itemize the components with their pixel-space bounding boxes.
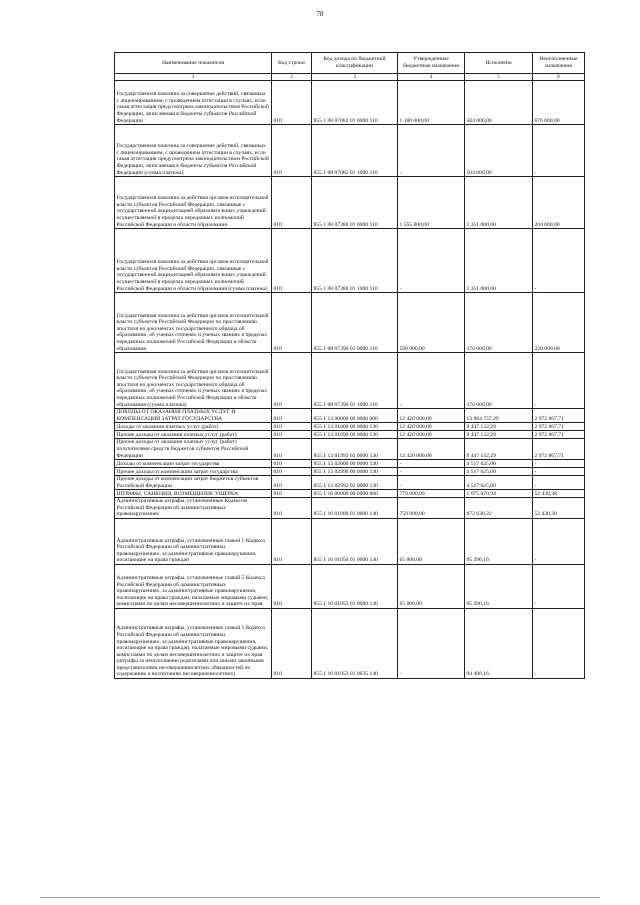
row-name: Доходы от компенсации затрат государства	[115, 460, 272, 468]
row-income-code: 855 1 13 01000 00 0000 130	[312, 423, 398, 431]
row-income-code: 855 1 13 00000 00 0000 000	[312, 409, 398, 423]
row-line-code: 010	[272, 565, 312, 609]
table-row	[115, 293, 585, 353]
row-name: Административные штрафы, установленные главой 5 Кодекса Российской Федерации об административных правонарушениях, за административные правонарушения, посягающие на права граждан	[115, 519, 272, 565]
header-income-code: Код дохода по бюджетной классификации	[312, 53, 398, 74]
column-number: 1	[115, 74, 272, 81]
row-line-code: 010	[272, 409, 312, 423]
row-unexecuted: 52 430,38	[533, 498, 585, 519]
row-executed: 370 000,00	[465, 353, 533, 409]
column-number: 2	[272, 74, 312, 81]
row-line-code: 010	[272, 81, 312, 125]
row-executed: 95 396,16	[465, 519, 533, 565]
table-row	[115, 177, 585, 229]
row-unexecuted: -	[533, 519, 585, 565]
row-income-code: 855 1 08 07390 01 1000 110	[312, 353, 398, 409]
column-number: 6	[533, 74, 585, 81]
row-line-code: 010	[272, 609, 312, 679]
table-row	[115, 498, 585, 519]
row-income-code: 855 1 08 07390 01 0000 110	[312, 293, 398, 353]
row-unexecuted: 2 972 867,71	[533, 439, 585, 460]
row-executed: 504 000,00	[465, 125, 533, 177]
row-unexecuted: 2 972 867,71	[533, 431, 585, 439]
row-unexecuted: -	[533, 476, 585, 490]
row-executed: 1 351 000,00	[465, 229, 533, 293]
table-row	[115, 468, 585, 476]
row-executed: 4 517 625,00	[465, 476, 533, 490]
row-unexecuted: 204 000,00	[533, 177, 585, 229]
row-line-code: 010	[272, 498, 312, 519]
row-approved: -	[398, 468, 465, 476]
header-executed: Исполнено	[465, 53, 533, 74]
row-name: Государственная пошлина за совершение действий, связанных с лицензированием, с проведением аттестации в случаях, если такая аттестация предусмотрена законодательством Российской Федерации, зачисляемая в бюджеты субъектов Российской Федерации	[115, 81, 272, 125]
column-number: 5	[465, 74, 533, 81]
row-name: Государственная пошлина за действия органов исполнительной власти субъектов Российской Федерации, связанные с государственной аккредитацией образовательных учреждений, осуществляемой в пределах переданных полномочий Российской Федерации в области образования (сумма платежа)	[115, 229, 272, 293]
row-approved: -	[398, 476, 465, 490]
row-approved: 12 420 000,00	[398, 431, 465, 439]
table-row	[115, 565, 585, 609]
table-row	[115, 609, 585, 679]
row-income-code: 855 1 16 01050 01 0000 140	[312, 519, 398, 565]
row-executed: 9 447 132,29	[465, 423, 533, 431]
row-income-code: 855 1 13 01992 02 0000 130	[312, 439, 398, 460]
table-row	[115, 423, 585, 431]
table-row	[115, 229, 585, 293]
row-income-code: 855 1 16 01053 01 0035 140	[312, 609, 398, 679]
row-line-code: 010	[272, 293, 312, 353]
row-name: Доходы от оказания платных услуг (работ)	[115, 423, 272, 431]
row-name: Прочие доходы от оказания платных услуг (работ)	[115, 431, 272, 439]
row-name: Прочие доходы от оказания платных услуг (работ) получателями средств бюджетов субъектов Российской Федерации	[115, 439, 272, 460]
row-income-code: 855 1 13 02992 02 0000 130	[312, 476, 398, 490]
row-name: Административные штрафы, установленные Кодексом Российской Федерации об административных правонарушениях	[115, 498, 272, 519]
row-income-code: 855 1 08 07380 01 1000 110	[312, 229, 398, 293]
page-number: 78	[316, 10, 324, 18]
row-executed: 94 496,16	[465, 609, 533, 679]
row-approved: 12 420 000,00	[398, 423, 465, 431]
row-name: Государственная пошлина за совершение действий, связанных с лицензированием, с проведением аттестации в случаях, если такая аттестация предусмотрена законодательством Российской Федерации, зачисляемая в бюджеты субъектов Российской Федерации (сумма платежа)	[115, 125, 272, 177]
row-income-code: 855 1 13 02990 00 0000 130	[312, 468, 398, 476]
table-row	[115, 519, 585, 565]
row-approved: 12 420 000,00	[398, 409, 465, 423]
row-unexecuted: 52 430,38	[533, 490, 585, 498]
row-approved: 590 000,00	[398, 293, 465, 353]
row-executed: 4 517 625,00	[465, 468, 533, 476]
table-row	[115, 353, 585, 409]
page-bottom-rule	[40, 897, 600, 898]
column-number: 4	[398, 74, 465, 81]
table-row	[115, 125, 585, 177]
header-line-code: Код строки	[272, 53, 312, 74]
row-executed: 504 000,00	[465, 81, 533, 125]
row-income-code: 855 1 16 00000 00 0000 000	[312, 490, 398, 498]
row-unexecuted: -	[533, 468, 585, 476]
row-unexecuted: -	[533, 229, 585, 293]
header-unexecuted: Неисполненные назначения	[533, 53, 585, 74]
table-row	[115, 431, 585, 439]
row-approved: -	[398, 353, 465, 409]
row-approved: 65 000,00	[398, 519, 465, 565]
table-body	[115, 81, 585, 679]
row-approved: 65 000,00	[398, 565, 465, 609]
row-approved: -	[398, 460, 465, 468]
row-name: ДОХОДЫ ОТ ОКАЗАНИЯ ПЛАТНЫХ УСЛУГ И КОМПЕНСАЦИИ ЗАТРАТ ГОСУДАРСТВА	[115, 409, 272, 423]
row-income-code: 855 1 16 01000 01 0000 140	[312, 498, 398, 519]
header-name: Наименование показателя	[115, 53, 272, 74]
row-line-code: 010	[272, 229, 312, 293]
row-approved: 1 180 000,00	[398, 81, 465, 125]
row-executed: 9 447 132,29	[465, 439, 533, 460]
row-name: Прочие доходы от компенсации затрат бюджетов субъектов Российской Федерации	[115, 476, 272, 490]
row-approved: 1 555 000,00	[398, 177, 465, 229]
table-row	[115, 81, 585, 125]
column-number: 3	[312, 74, 398, 81]
header-row	[115, 53, 585, 74]
row-income-code: 855 1 08 07082 01 1000 110	[312, 125, 398, 177]
row-line-code: 010	[272, 353, 312, 409]
row-income-code: 855 1 16 01053 01 0000 140	[312, 565, 398, 609]
row-line-code: 010	[272, 519, 312, 565]
row-line-code: 010	[272, 423, 312, 431]
row-executed: 1 075 670,94	[465, 490, 533, 498]
column-number-row	[115, 74, 585, 81]
row-name: Государственная пошлина за действия органов исполнительной власти субъектов Российской Федерации, связанные с государственной аккредитацией образовательных учреждений, осуществляемой в пределах переданных полномочий Российской Федерации в области образования	[115, 177, 272, 229]
row-name: Государственная пошлина за действия органов исполнительной власти субъектов Российской Федерации по проставлению апостиля на документах государственного образца об образовании, об ученых степенях и ученых званиях в пределах переданных полномочий Российской Федерации в области образования (сумма платежа)	[115, 353, 272, 409]
row-approved: -	[398, 609, 465, 679]
table-row	[115, 460, 585, 468]
row-name: Административные штрафы, установленные главой 5 Кодекса Российской Федерации об административных правонарушениях, за административные правонарушения, посягающие на права граждан, налагаемые мировыми судьями, комиссиями по делам несовершеннолетних и защите их прав	[115, 565, 272, 609]
row-name: Государственная пошлина за действия органов исполнительной власти субъектов Российской Федерации по проставлению апостиля на документах государственного образца об образовании, об ученых степенях и ученых званиях в пределах переданных полномочий Российской Федерации в области образования	[115, 293, 272, 353]
row-unexecuted: 2 972 867,71	[533, 423, 585, 431]
row-unexecuted: -	[533, 609, 585, 679]
row-unexecuted: -	[533, 125, 585, 177]
row-line-code: 010	[272, 177, 312, 229]
row-unexecuted: -	[533, 460, 585, 468]
row-name: Прочие доходы от компенсации затрат государства	[115, 468, 272, 476]
row-income-code: 855 1 13 01990 00 0000 130	[312, 431, 398, 439]
row-executed: 4 517 625,00	[465, 460, 533, 468]
row-income-code: 855 1 08 07082 01 0000 110	[312, 81, 398, 125]
row-unexecuted: 676 000,00	[533, 81, 585, 125]
row-name: ШТРАФЫ, САНКЦИИ, ВОЗМЕЩЕНИЕ УЩЕРБА	[115, 490, 272, 498]
row-approved: 12 420 000,00	[398, 439, 465, 460]
table-row	[115, 439, 585, 460]
row-approved: -	[398, 125, 465, 177]
row-unexecuted: -	[533, 565, 585, 609]
row-line-code: 010	[272, 431, 312, 439]
row-line-code: 010	[272, 460, 312, 468]
row-unexecuted: 220 000,00	[533, 293, 585, 353]
row-executed: 95 396,16	[465, 565, 533, 609]
row-approved: -	[398, 229, 465, 293]
row-income-code: 855 1 08 07380 01 0000 110	[312, 177, 398, 229]
table-row	[115, 490, 585, 498]
row-executed: 370 000,00	[465, 293, 533, 353]
row-line-code: 010	[272, 439, 312, 460]
row-line-code: 010	[272, 476, 312, 490]
table-row	[115, 409, 585, 423]
row-approved: 779 000,00	[398, 490, 465, 498]
table-row	[115, 476, 585, 490]
header-approved: Утвержденные бюджетные назначения	[398, 53, 465, 74]
income-report-table	[114, 52, 585, 679]
row-income-code: 855 1 13 02000 00 0000 130	[312, 460, 398, 468]
row-name: Административные штрафы, установленные главой 5 Кодекса Российской Федерации об административных правонарушениях, за административные правонарушения, посягающие на права граждан, налагаемые мировыми судьями, комиссиями по делам несовершеннолетних и защите их прав (штрафы за неисполнение родителями или иными законными представителями несовершеннолетних обязанностей по содержанию и воспитанию несовершеннолетних)	[115, 609, 272, 679]
row-line-code: 010	[272, 125, 312, 177]
row-approved: 759 000,00	[398, 498, 465, 519]
row-line-code: 010	[272, 468, 312, 476]
row-executed: 13 964 757,29	[465, 409, 533, 423]
row-executed: 1 351 000,00	[465, 177, 533, 229]
row-line-code: 010	[272, 490, 312, 498]
row-executed: 872 630,22	[465, 498, 533, 519]
row-unexecuted: -	[533, 353, 585, 409]
row-executed: 9 447 132,29	[465, 431, 533, 439]
row-unexecuted: 2 972 867,71	[533, 409, 585, 423]
